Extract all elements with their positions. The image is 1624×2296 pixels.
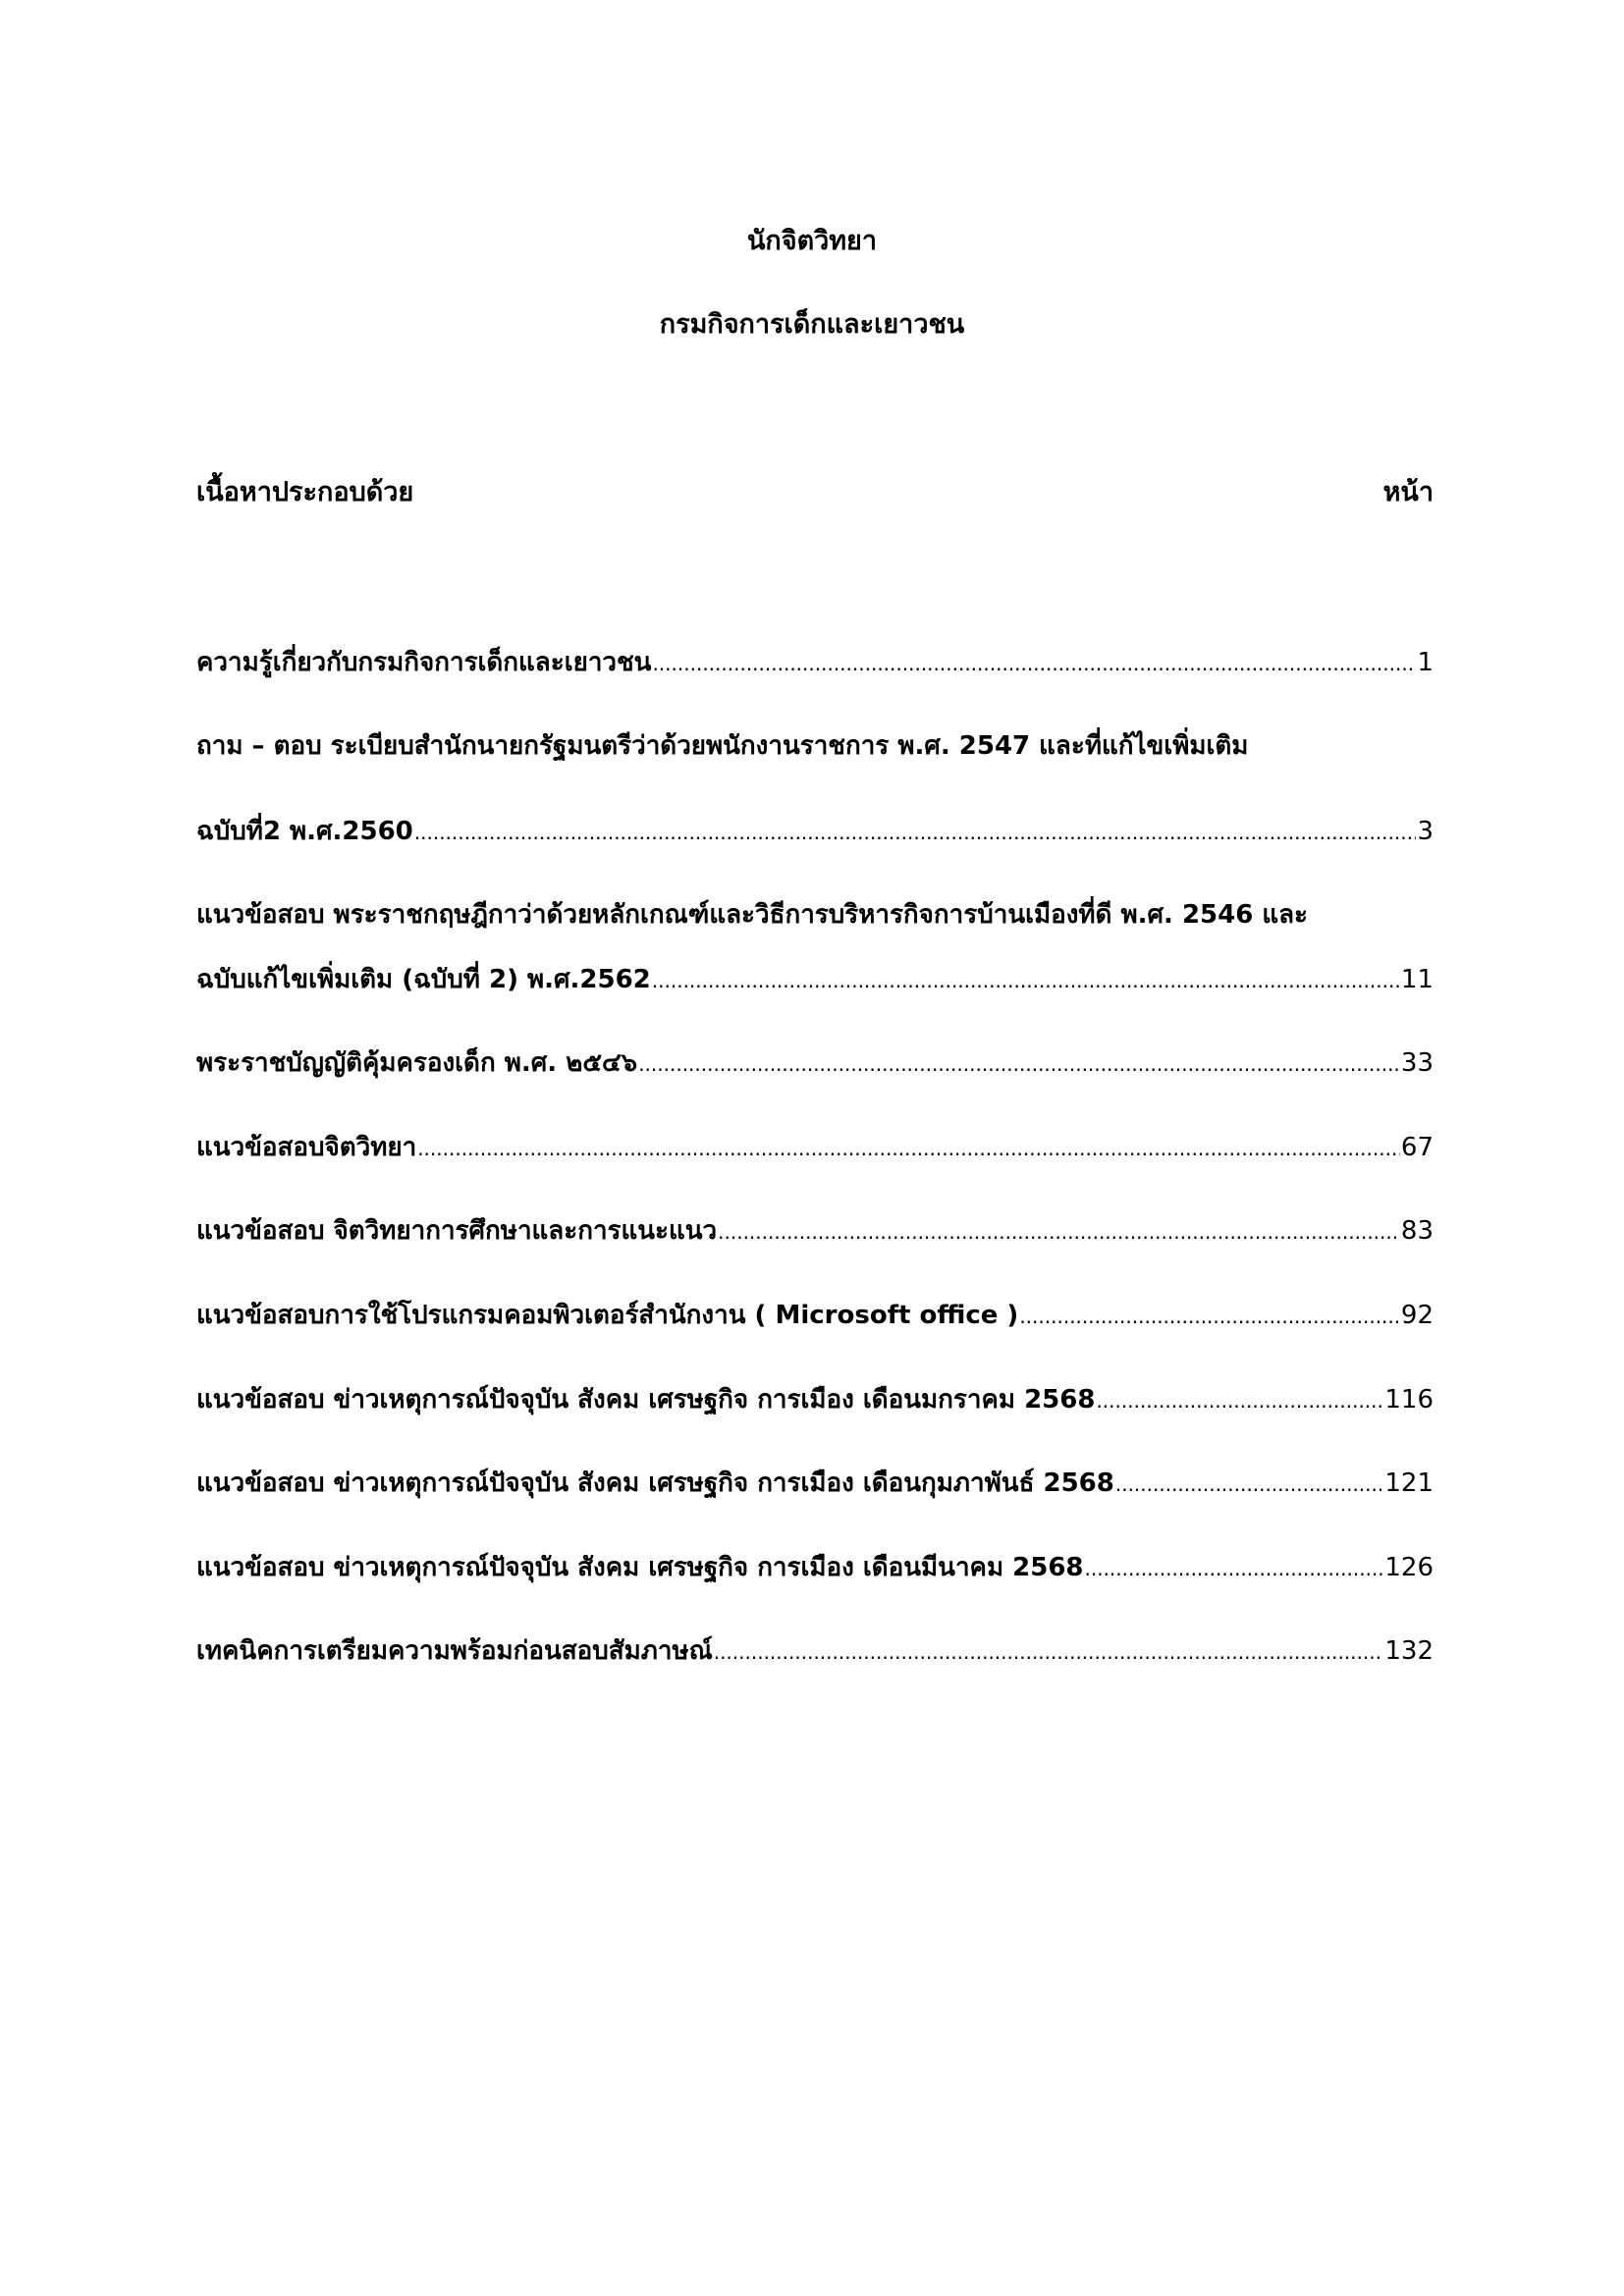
toc-entry-4 <box>196 1043 1434 1083</box>
dot-leader <box>417 1128 1400 1168</box>
toc-entry-3 <box>196 960 1434 999</box>
toc-entry-page: 121 <box>1384 1468 1434 1498</box>
toc-entry-page: 33 <box>1400 1048 1434 1078</box>
dot-leader <box>414 812 1417 852</box>
toc-entry-page: 83 <box>1400 1216 1434 1246</box>
toc-entry-8 <box>196 1380 1434 1419</box>
dot-leader <box>1085 1548 1384 1588</box>
toc-entry-label: ฉบับแก้ไขเพิ่มเติม (ฉบับที่ 2) พ.ศ.2562 <box>196 965 651 994</box>
toc-entry-label: แนวข้อสอบ ข่าวเหตุการณ์ปัจจุบัน สังคม เศรษฐกิจ การเมือง เดือนมกราคม 2568 <box>196 1385 1096 1415</box>
toc-entry-5 <box>196 1128 1434 1167</box>
toc-entry-page: 3 <box>1417 817 1434 846</box>
toc-heading: เนื้อหาประกอบด้วย <box>196 477 414 507</box>
toc-entry-label: ความรู้เกี่ยวกับกรมกิจการเด็กและเยาวชน <box>196 648 652 677</box>
toc-entry-10 <box>196 1548 1434 1587</box>
document-title: นักจิตวิทยา <box>746 226 878 256</box>
toc-entry-label: แนวข้อสอบการใช้โปรแกรมคอมพิวเตอร์สำนักงาน ( Microsoft office ) <box>196 1301 1019 1330</box>
dot-leader <box>1096 1380 1383 1420</box>
toc-entry-3-line1: แนวข้อสอบ พระราชกฤษฎีกาว่าด้วยหลักเกณฑ์และวิธีการบริหารกิจการบ้านเมืองที่ดี พ.ศ. 2546 และ <box>196 900 1309 930</box>
toc-entry-label: ฉบับที่2 พ.ศ.2560 <box>196 817 413 846</box>
toc-entry-label: แนวข้อสอบจิตวิทยา <box>196 1133 417 1162</box>
toc-entry-9 <box>196 1464 1434 1503</box>
dot-leader <box>714 1631 1384 1672</box>
toc-entry-page: 1 <box>1417 648 1434 677</box>
toc-entry-page: 11 <box>1400 965 1434 994</box>
toc-entry-1 <box>196 643 1434 682</box>
toc-entry-2 <box>196 812 1434 851</box>
toc-entry-page: 116 <box>1384 1385 1434 1415</box>
toc-entry-6 <box>196 1211 1434 1251</box>
toc-entry-page: 92 <box>1400 1301 1434 1330</box>
toc-entry-label: แนวข้อสอบ ข่าวเหตุการณ์ปัจจุบัน สังคม เศรษฐกิจ การเมือง เดือนกุมภาพันธ์ 2568 <box>196 1468 1114 1498</box>
toc-entry-page: 126 <box>1384 1553 1434 1582</box>
toc-entry-label: แนวข้อสอบ ข่าวเหตุการณ์ปัจจุบัน สังคม เศรษฐกิจ การเมือง เดือนมีนาคม 2568 <box>196 1553 1084 1582</box>
toc-page-heading: หน้า <box>1382 477 1434 507</box>
toc-entry-page: 67 <box>1400 1133 1434 1162</box>
dot-leader <box>718 1211 1400 1252</box>
toc-entry-7 <box>196 1296 1434 1335</box>
toc-entry-label: พระราชบัญญัติคุ้มครองเด็ก พ.ศ. ๒๕๔๖ <box>196 1048 638 1078</box>
dot-leader <box>652 960 1400 1000</box>
toc-entry-label: เทคนิคการเตรียมความพร้อมก่อนสอบสัมภาษณ์ <box>196 1636 713 1666</box>
toc-entry-11 <box>196 1631 1434 1671</box>
dot-leader <box>1115 1464 1384 1504</box>
toc-entry-2-line1: ถาม – ตอบ ระเบียบสำนักนายกรัฐมนตรีว่าด้วยพนักงานราชการ พ.ศ. 2547 และที่แก้ไขเพิ่มเติม <box>196 731 1249 761</box>
toc-entry-page: 132 <box>1384 1636 1434 1666</box>
toc-entry-label: แนวข้อสอบ จิตวิทยาการศึกษาและการแนะแนว <box>196 1216 718 1246</box>
dot-leader <box>1019 1296 1400 1336</box>
dot-leader <box>638 1043 1400 1084</box>
document-subtitle: กรมกิจการเด็กและเยาวชน <box>659 309 965 340</box>
dot-leader <box>652 643 1416 683</box>
